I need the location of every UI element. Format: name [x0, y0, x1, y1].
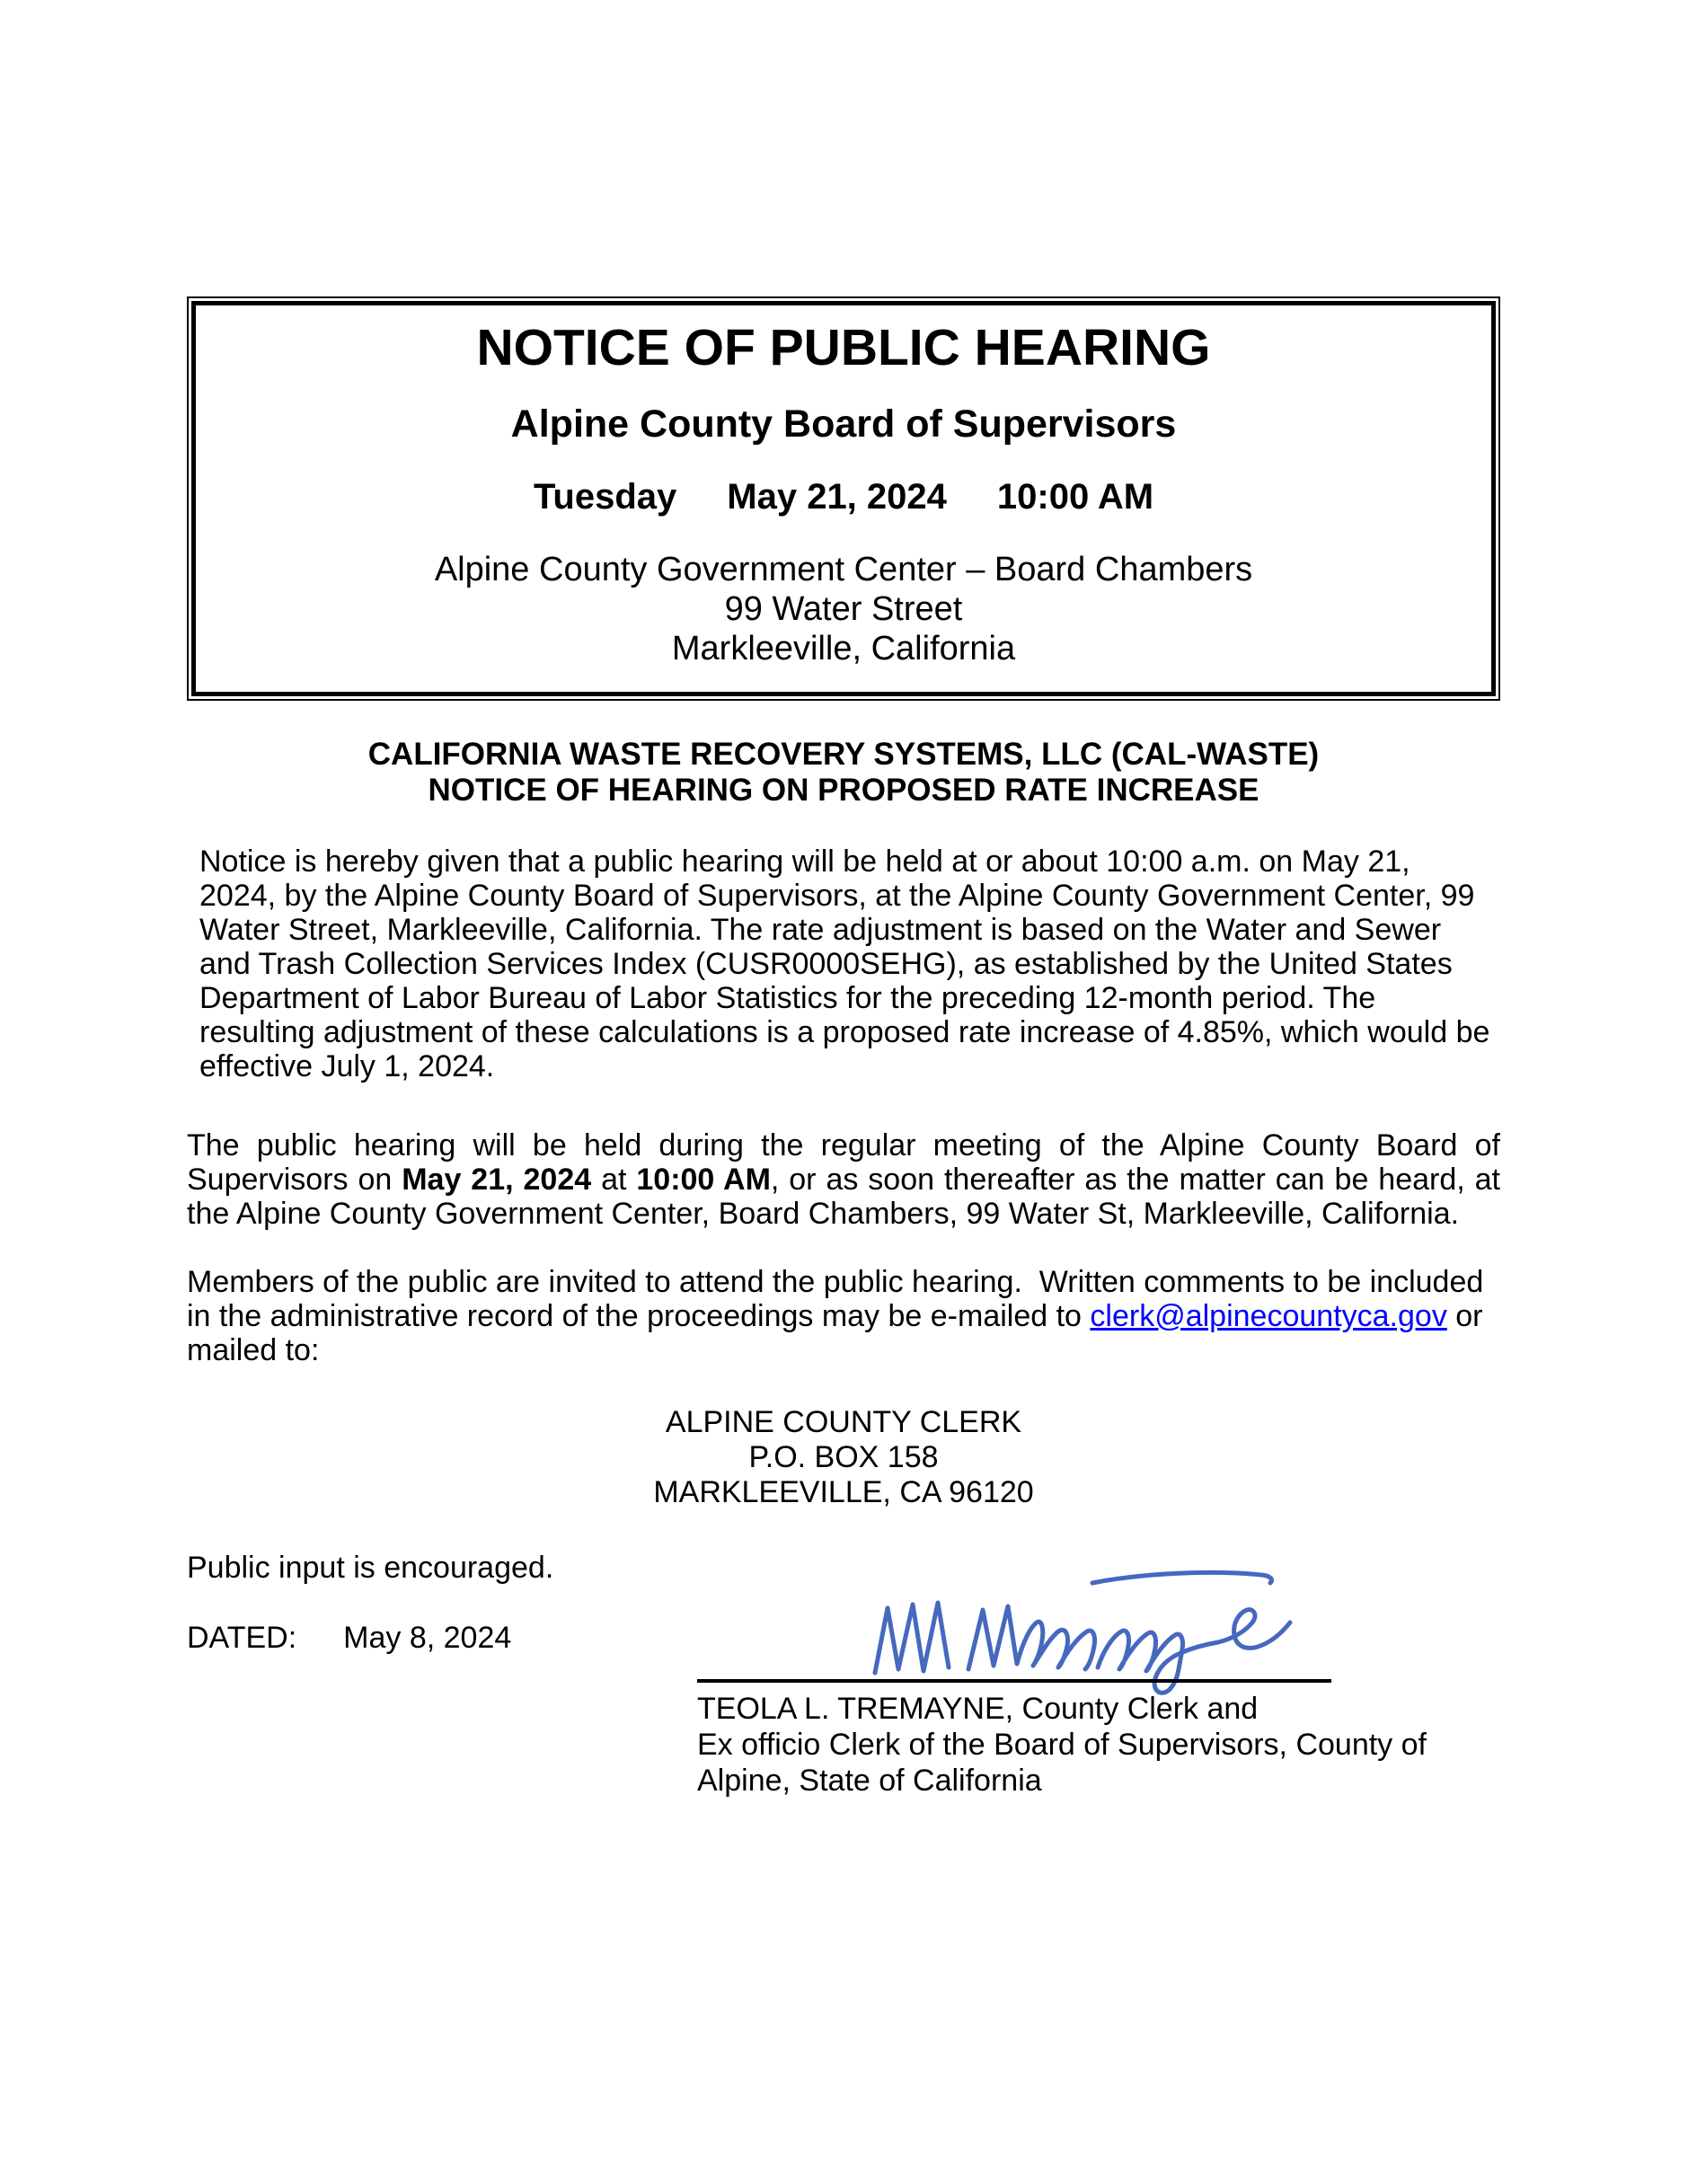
notice-title: NOTICE OF PUBLIC HEARING: [476, 319, 1211, 376]
dated-line: [187, 1621, 511, 1655]
mailing-address: [187, 1405, 1500, 1510]
paragraph-public-comments: [187, 1265, 1500, 1367]
hearing-date: May 21, 2024: [727, 477, 947, 517]
signature-stroke-flourish: [1092, 1572, 1272, 1583]
dated-label: DATED:: [187, 1621, 297, 1655]
text-segment: or mailed to:: [187, 1299, 1491, 1367]
notice-subtitle: Alpine County Board of Supervisors: [510, 402, 1177, 446]
text-segment: , or as soon thereafter as the matter can be heard, at the Alpine County Government Center, Board Chambers, 99 Water St, Markleeville, California.: [187, 1163, 1509, 1231]
signatory-line-name: TEOLA L. TREMAYNE, County Clerk and: [697, 1692, 1259, 1726]
location-line-venue: Alpine County Government Center – Board Chambers: [434, 551, 1253, 588]
hearing-time: 10:00 AM: [996, 477, 1154, 517]
clerk-email-link[interactable]: clerk@alpinecountyca.gov: [1090, 1299, 1447, 1333]
hearing-location: [196, 550, 1491, 668]
hearing-time-bold: 10:00 AM: [636, 1163, 771, 1197]
notice-header-box-inner: [191, 301, 1496, 696]
signatory-line-state: Alpine, State of California: [697, 1764, 1042, 1798]
paragraph-hearing-details: [187, 1128, 1509, 1231]
signatory-line-title: Ex officio Clerk of the Board of Supervisors, County of: [697, 1728, 1427, 1762]
dated-value: May 8, 2024: [343, 1621, 512, 1655]
signature-stroke-middle: [968, 1606, 1095, 1669]
public-input-note: Public input is encouraged.: [187, 1551, 554, 1585]
hearing-datetime: [196, 476, 1491, 517]
signature-stroke-zigzag: [875, 1603, 949, 1673]
signatory-block: [697, 1691, 1524, 1799]
location-line-street: 99 Water Street: [724, 590, 963, 628]
hearing-day: Tuesday: [533, 477, 677, 517]
document-heading: [187, 737, 1500, 809]
mailing-address-pobox: P.O. BOX 158: [748, 1440, 939, 1474]
text-segment: Members of the public are invited to attend the public hearing. Written comments to be included in the administrative record of the proceedings may be e-mailed to: [187, 1265, 1492, 1333]
location-line-city: Markleeville, California: [671, 630, 1016, 668]
signature-line: [697, 1679, 1331, 1683]
hearing-date-bold: May 21, 2024: [402, 1163, 592, 1197]
paragraph-notice-given: Notice is hereby given that a public hearing will be held at or about 10:00 a.m. on May 21, 2024, by the Alpine County Board of Supervisors, at the Alpine County Government Center, 99 Water Street, Markleeville, California. The rate adjustment is based on the Water and Sewer and Trash Collection Services Index (CUSR0000SEHG), as established by the United States Department of Labor Bureau of Labor Statistics for the preceding 12-month period. The resulting adjustment of these calculations is a proposed rate increase of 4.85%, which would be effective July 1, 2024.: [199, 844, 1498, 1083]
notice-header-box: [187, 296, 1500, 701]
mailing-address-city: MARKLEEVILLE, CA 96120: [653, 1475, 1034, 1509]
text-segment: at: [591, 1163, 637, 1197]
mailing-address-name: ALPINE COUNTY CLERK: [665, 1405, 1022, 1439]
text-segment: The public hearing will be held during the regular meeting of the Alpine County Board of Supervisors on: [187, 1128, 1509, 1197]
heading-line-subject: NOTICE OF HEARING ON PROPOSED RATE INCREASE: [428, 773, 1259, 808]
heading-line-company: CALIFORNIA WASTE RECOVERY SYSTEMS, LLC (CAL-WASTE): [367, 737, 1320, 772]
